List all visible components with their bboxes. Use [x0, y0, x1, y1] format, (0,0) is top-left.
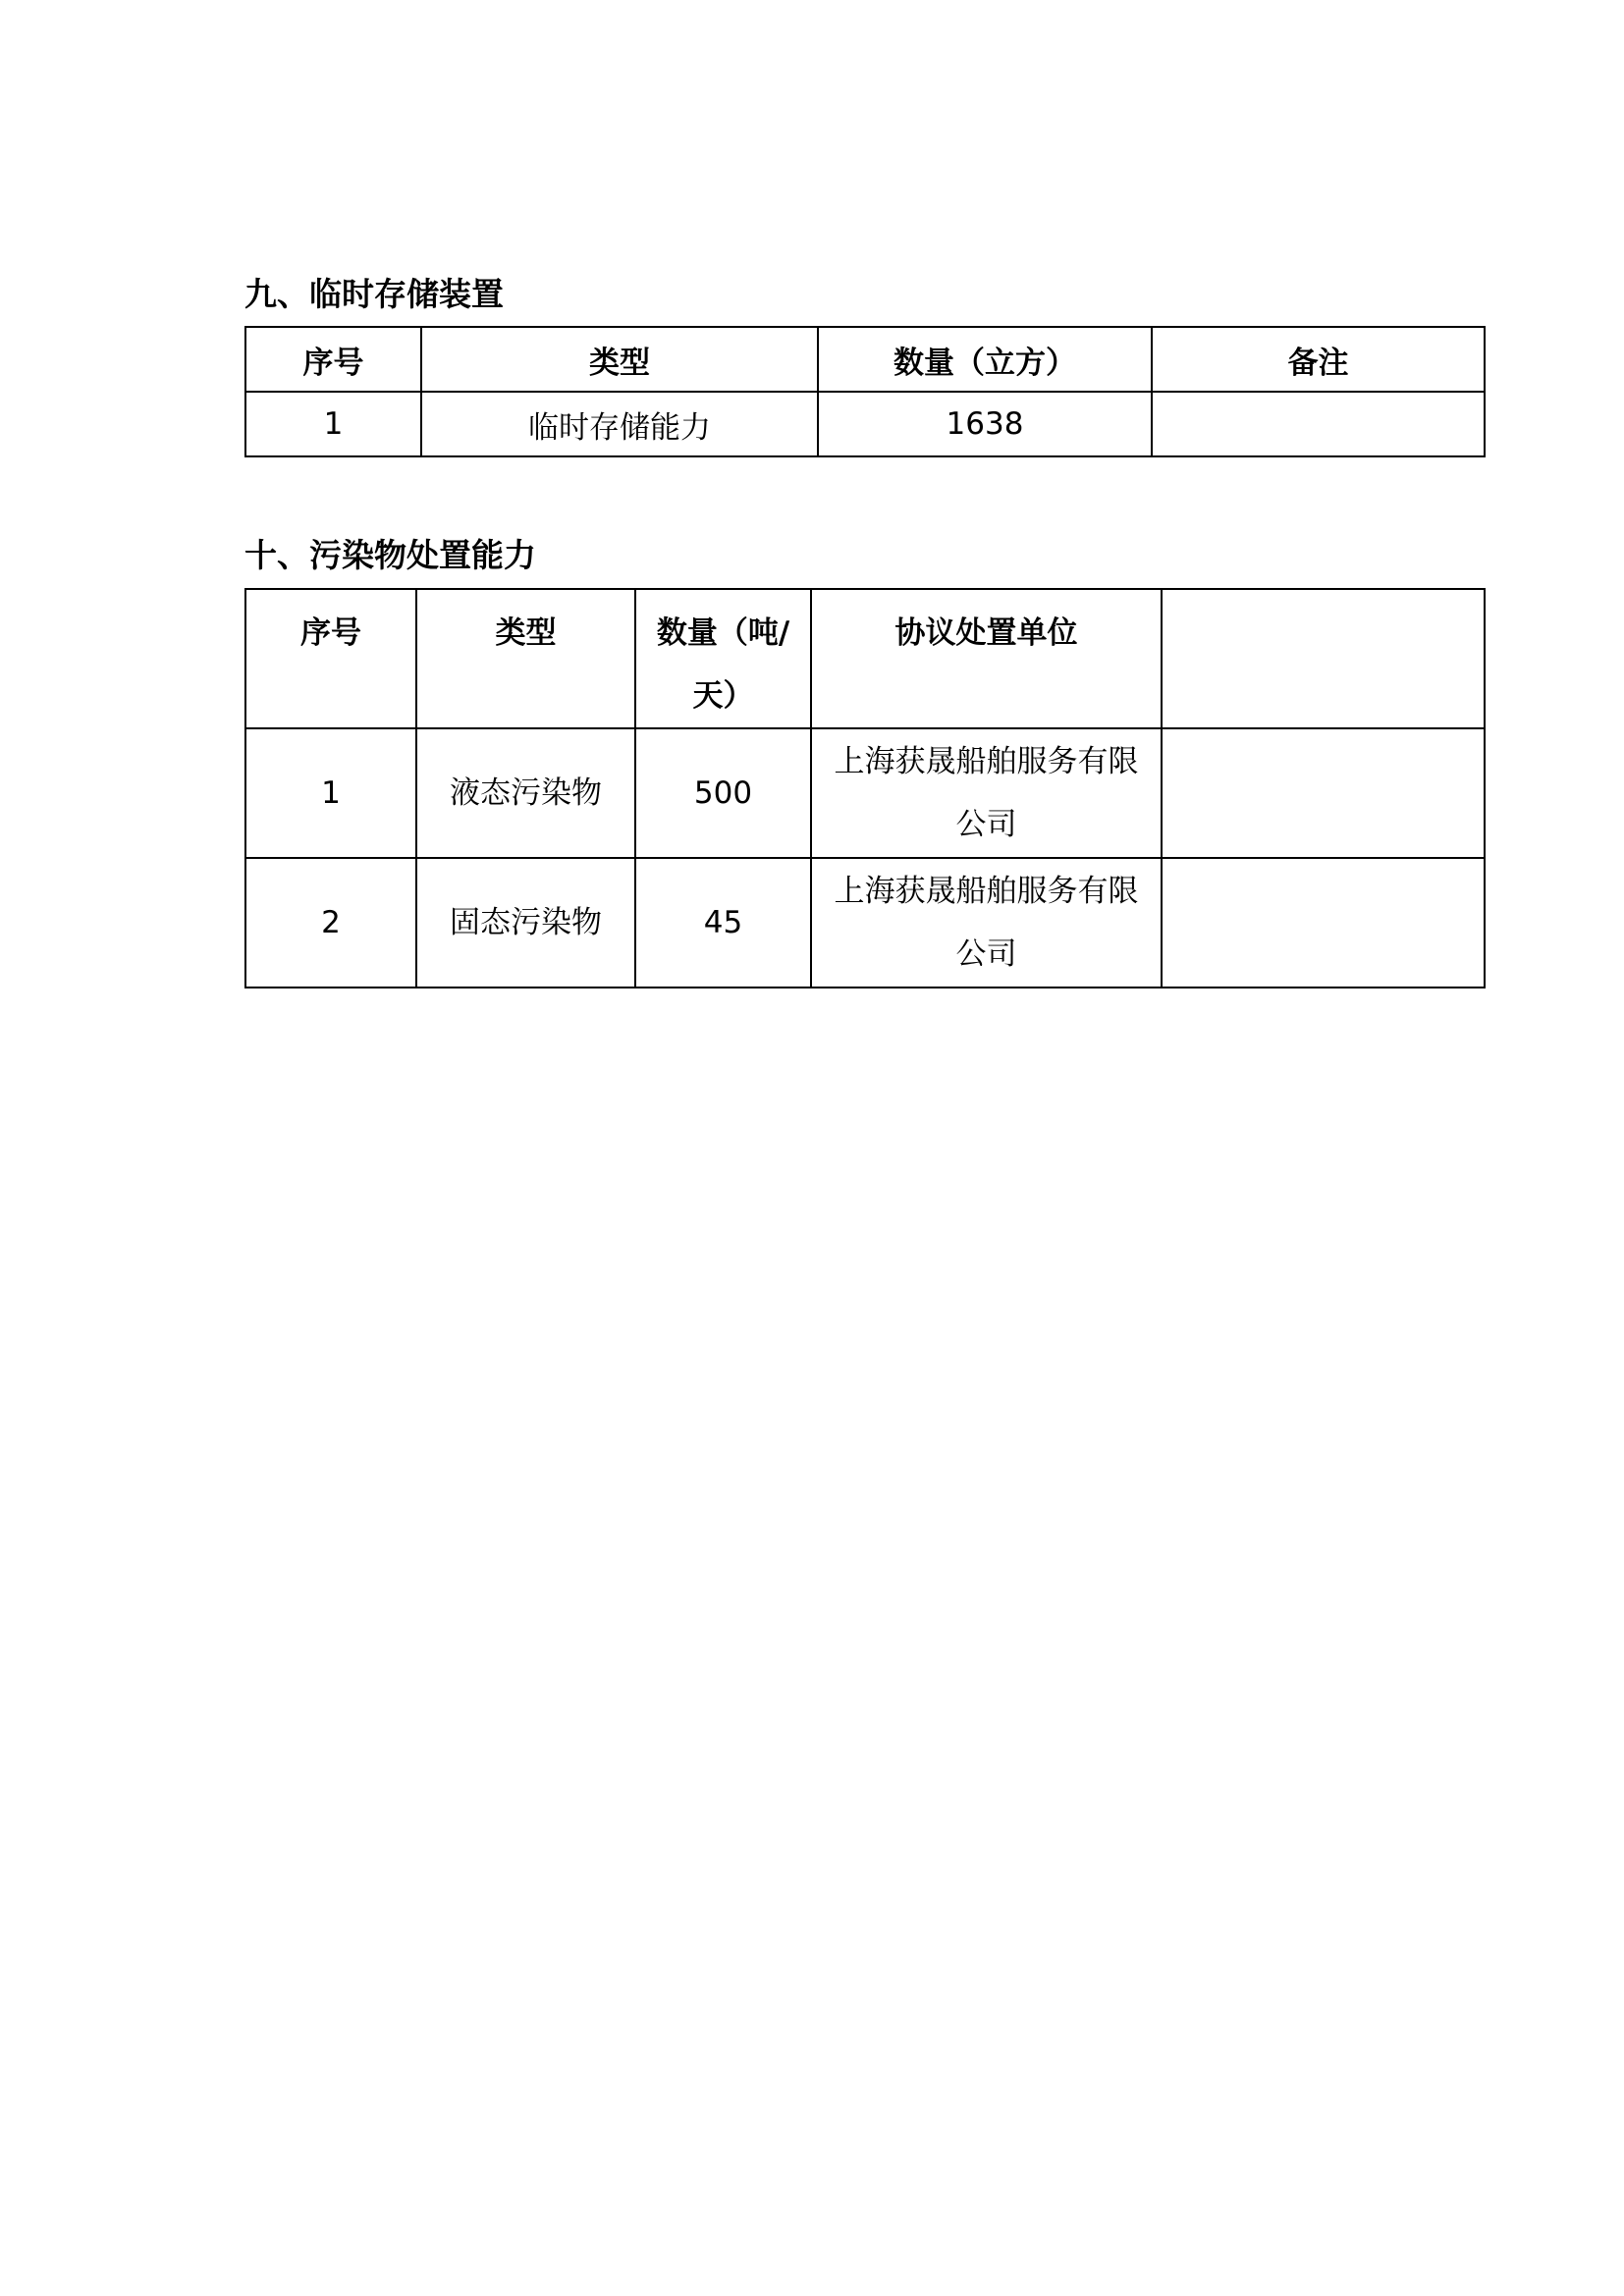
header-disposal-unit: 协议处置单位 [811, 589, 1162, 728]
cell-index: 2 [245, 858, 416, 988]
header-remark: 备注 [1152, 327, 1485, 392]
header-index: 序号 [245, 589, 416, 728]
header-quantity: 数量（立方） [818, 327, 1152, 392]
cell-index: 1 [245, 392, 421, 456]
cell-quantity: 45 [635, 858, 811, 988]
table-row [245, 858, 1485, 988]
cell-disposal-unit: 上海获晟船舶服务有限公司 [811, 728, 1162, 858]
section-title-temporary-storage: 九、临时存储装置 [244, 275, 504, 313]
cell-extra [1162, 858, 1485, 988]
table-row [245, 728, 1485, 858]
cell-type: 临时存储能力 [421, 392, 818, 456]
cell-index: 1 [245, 728, 416, 858]
table-header-row [245, 589, 1485, 728]
cell-quantity: 500 [635, 728, 811, 858]
cell-disposal-unit: 上海获晟船舶服务有限公司 [811, 858, 1162, 988]
header-index: 序号 [245, 327, 421, 392]
temporary-storage-table [244, 326, 1486, 457]
cell-extra [1162, 728, 1485, 858]
section-title-pollutant-disposal: 十、污染物处置能力 [244, 536, 536, 574]
header-type: 类型 [421, 327, 818, 392]
cell-quantity: 1638 [818, 392, 1152, 456]
table-row [245, 392, 1485, 456]
cell-type: 固态污染物 [416, 858, 635, 988]
cell-type: 液态污染物 [416, 728, 635, 858]
header-type: 类型 [416, 589, 635, 728]
header-quantity: 数量（吨/天） [635, 589, 811, 728]
table-header-row [245, 327, 1485, 392]
cell-remark [1152, 392, 1485, 456]
header-blank [1162, 589, 1485, 728]
pollutant-disposal-table [244, 588, 1486, 988]
